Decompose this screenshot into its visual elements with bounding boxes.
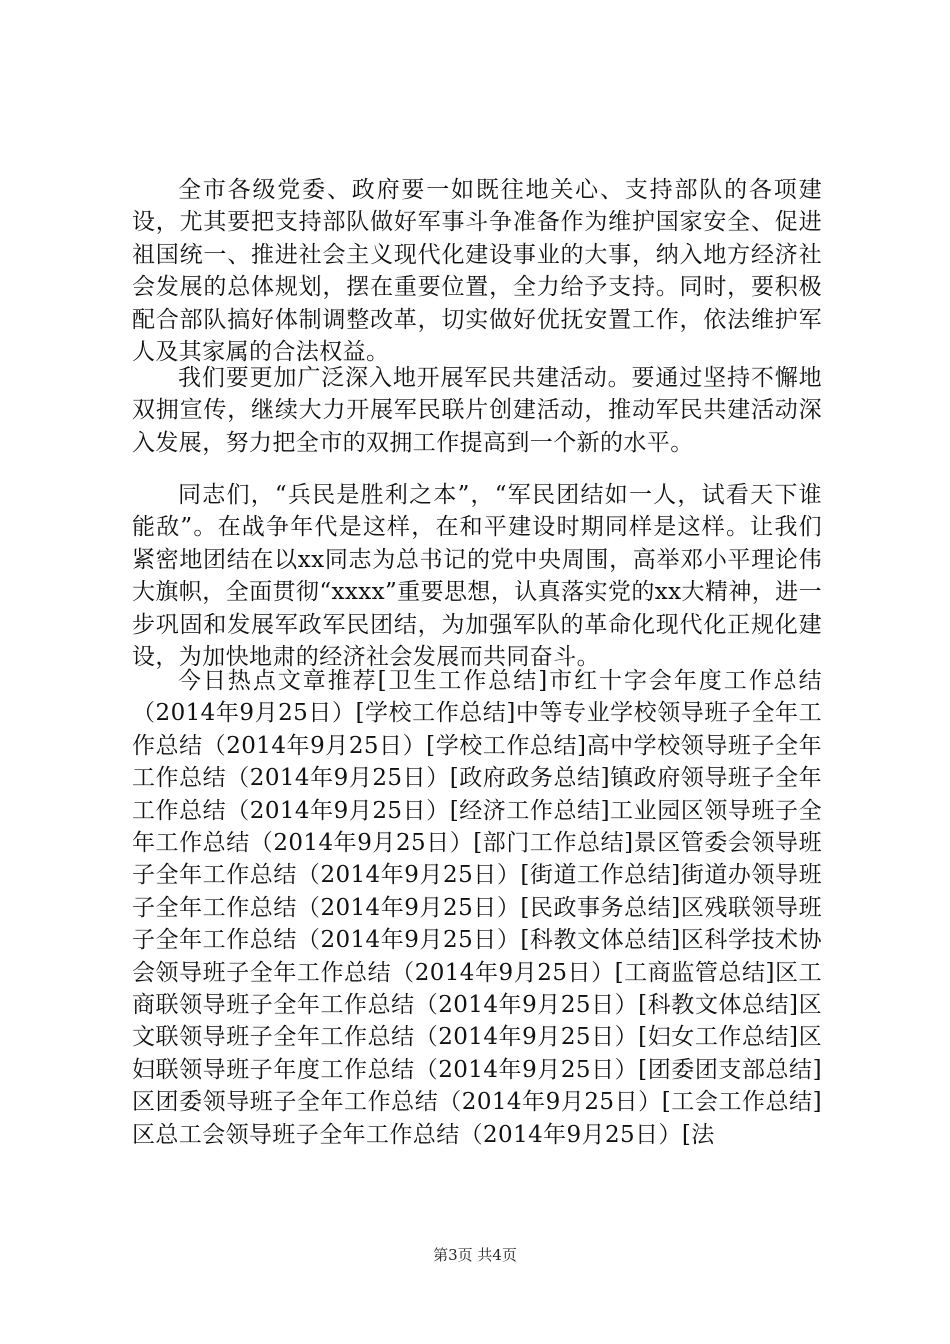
paragraph-comrades-closing: 同志们，“兵民是胜利之本”，“军民团结如一人，试看天下谁能敌”。在战争年代是这样，在和平建设时期同样是这样。让我们紧密地团结在以xx同志为总书记的党中央周围，高举邓小平理论伟大旗帜，全面贯彻“xxxx”重要思想，认真落实党的xx大精神，进一步巩固和发展军政军民团结，为加强军队的革命化现代化正规化建设，为加快地肃的经济社会发展而共同奋斗。: [132, 482, 822, 671]
page-number-footer: 第3页 共4页: [433, 1246, 517, 1264]
paragraph-civil-military-activities: 我们要更加广泛深入地开展军民共建活动。要通过坚持不懈地双拥宣传，继续大力开展军民联片创建活动，推动军民共建活动深入发展，努力把全市的双拥工作提高到一个新的水平。: [132, 365, 822, 456]
paragraph-hot-articles: 今日热点文章推荐[卫生工作总结]市红十字会年度工作总结（2014年9月25日）[学校工作总结]中等专业学校领导班子全年工作总结（2014年9月25日）[学校工作总结]高中学校领导班子全年工作总结（2014年9月25日）[政府政务总结]镇政府领导班子全年工作总结（2014年9月25日）[经济工作总结]工业园区领导班子全年工作总结（2014年9月25日）[部门工作总结]景区管委会领导班子全年工作总结（2014年9月25日）[街道工作总结]街道办领导班子全年工作总结（2014年9月25日）[民政事务总结]区残联领导班子全年工作总结（2014年9月25日）[科教文体总结]区科学技术协会领导班子全年工作总结（2014年9月25日）[工商监管总结]区工商联领导班子全年工作总结（2014年9月25日）[科教文体总结]区文联领导班子全年工作总结（2014年9月25日）[妇女工作总结]区妇联领导班子年度工作总结（2014年9月25日）[团委团支部总结]区团委领导班子全年工作总结（2014年9月25日）[工会工作总结]区总工会领导班子全年工作总结（2014年9月25日）[法: [132, 668, 822, 1148]
paragraph-support-troops: 全市各级党委、政府要一如既往地关心、支持部队的各项建设，尤其要把支持部队做好军事斗争准备作为维护国家安全、促进祖国统一、推进社会主义现代化建设事业的大事，纳入地方经济社会发展的总体规划，摆在重要位置，全力给予支持。同时，要积极配合部队搞好体制调整改革，切实做好优抚安置工作，依法维护军人及其家属的合法权益。: [132, 177, 822, 366]
